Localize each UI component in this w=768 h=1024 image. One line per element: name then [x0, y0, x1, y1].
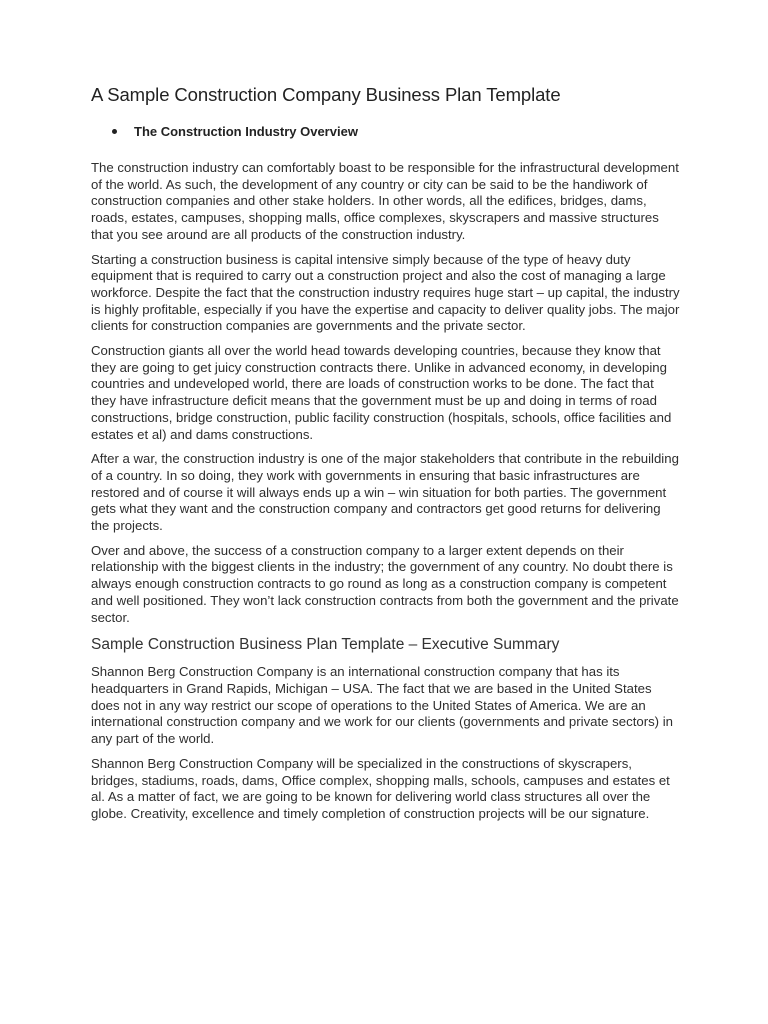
page-title: A Sample Construction Company Business Plan Template	[91, 84, 561, 105]
summary-paragraph-1: Shannon Berg Construction Company is an international construction company that has its headquarters in Grand Rapids, Michigan – USA. The fact that we are based in the United States does not in any way restrict our scope of operations to the United States of America. We are an international construction company and we work for our clients (governments and private sectors) in any part of the world.	[91, 664, 673, 747]
document-body	[91, 160, 681, 831]
overview-paragraph-1: The construction industry can comfortably boast to be responsible for the infrastructural development of the world. As such, the development of any country or city can be said to be the handiwork of construction companies and other stake holders. In other words, all the edifices, bridges, dams, roads, estates, campuses, shopping malls, office complexes, skyscrapers and massive structures that you see around are all products of the construction industry.	[91, 160, 679, 242]
overview-paragraph-3: Construction giants all over the world head towards developing countries, because they know that they are going to get juicy construction contracts there. Unlike in advanced economy, in developing countries and undeveloped world, there are loads of construction works to be done. The fact that they have infrastructure deficit means that the government must be up and doing in terms of road constructions, bridge construction, public facility construction (hospitals, schools, office facilities and estates et al) and dams constructions.	[91, 343, 672, 442]
overview-paragraph-5: Over and above, the success of a construction company to a larger extent depends on their relationship with the biggest clients in the industry; the government of any country. No doubt there is always enough construction contracts to go round as long as a construction company is competent and well positioned. They won’t lack construction contracts from both the government and the private sector.	[91, 542, 679, 625]
bullet-heading: The Construction Industry Overview	[134, 124, 358, 139]
overview-paragraph-4: After a war, the construction industry is one of the major stakeholders that contribute in the rebuilding of a country. In so doing, they work with governments in ensuring that basic infrastructures are restored and of course it will always ends up a win – win situation for both parties. The government gets what they want and the construction company and contractors get good returns for delivering the projects.	[91, 451, 679, 534]
section-heading: Sample Construction Business Plan Template – Executive Summary	[91, 636, 560, 654]
bullet-list-item	[112, 124, 672, 139]
bullet-icon	[112, 129, 117, 134]
summary-paragraph-2: Shannon Berg Construction Company will be specialized in the constructions of skyscrapers, bridges, stadiums, roads, dams, Office complex, shopping malls, schools, campuses and estates et al. As a matter of fact, we are going to be known for delivering world class structures all over the globe. Creativity, excellence and timely completion of construction projects will be our signature.	[91, 755, 670, 821]
overview-paragraph-2: Starting a construction business is capital intensive simply because of the type of heavy duty equipment that is required to carry out a construction project and also the cost of managing a large workforce. Despite the fact that the construction industry requires huge start – up capital, the industry is highly profitable, especially if you have the expertise and capacity to deliver quality jobs. The major clients for construction companies are governments and the private sector.	[91, 251, 680, 334]
